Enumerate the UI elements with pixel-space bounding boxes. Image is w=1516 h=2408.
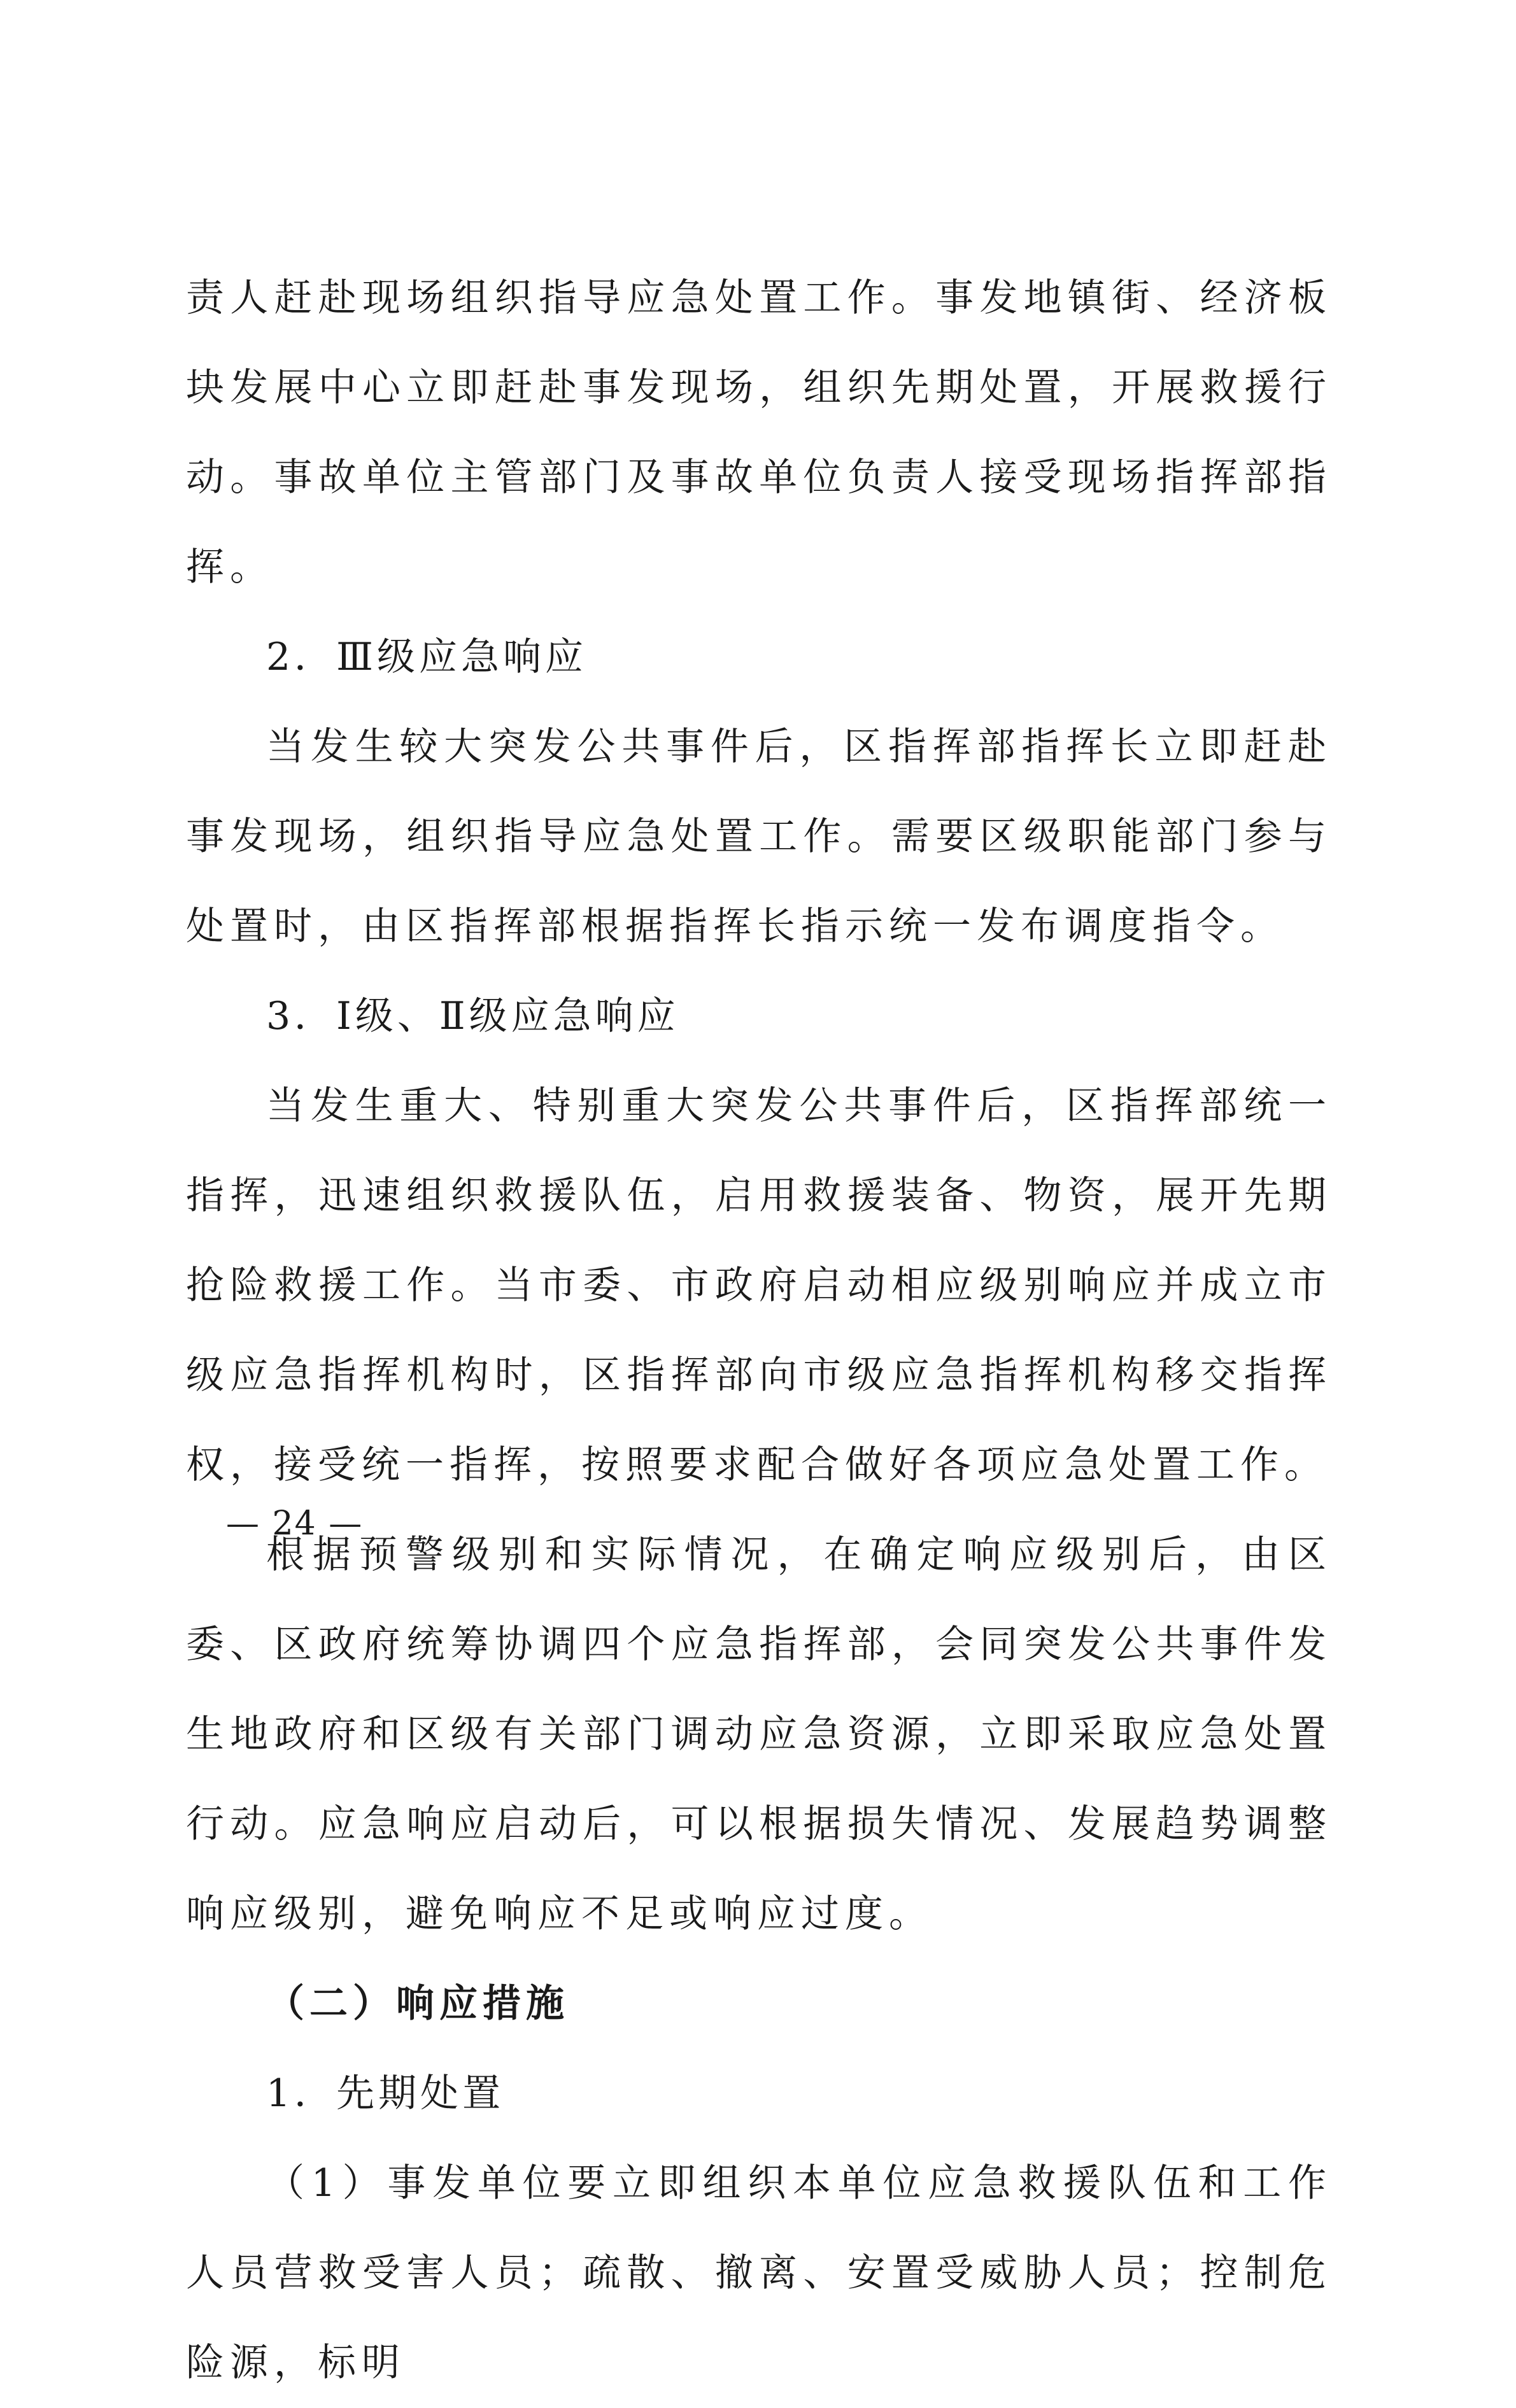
paragraph-initial-disposal-1: （1）事发单位要立即组织本单位应急救援队伍和工作人员营救受害人员；疏散、撤离、安置受威胁人员；控制危险源，标明 xyxy=(186,2161,1332,2385)
section-heading-response-measures: （二）响应措施 xyxy=(266,1981,569,2026)
paragraph-level-1-2-response: 当发生重大、特别重大突发公共事件后，区指挥部统一指挥，迅速组织救援队伍，启用救援装备、物资，展开先期抢险救援工作。当市委、市政府启动相应级别响应并成立市级应急指挥机构时，区指挥部向市级应急指挥机构移交指挥权，接受统一指挥，按照要求配合做好各项应急处置工作。 xyxy=(186,1084,1332,1487)
heading-level-3-response: 2．Ⅲ级应急响应 xyxy=(266,635,588,679)
page-number: — 24 — xyxy=(226,1505,364,1543)
paragraph-response-level-adjustment: 根据预警级别和实际情况，在确定响应级别后，由区委、区政府统筹协调四个应急指挥部，会同突发公共事件发生地政府和区级有关部门调动应急资源，立即采取应急处置行动。应急响应启动后，可以根据损失情况、发展趋势调整响应级别，避免响应不足或响应过度。 xyxy=(186,1533,1332,1936)
paragraph-level-3-response: 当发生较大突发公共事件后，区指挥部指挥长立即赶赴事发现场，组织指导应急处置工作。需要区级职能部门参与处置时，由区指挥部根据指挥长指示统一发布调度指令。 xyxy=(186,725,1332,949)
document-body xyxy=(186,253,1332,2408)
heading-level-1-2-response: 3．Ⅰ级、Ⅱ级应急响应 xyxy=(266,994,679,1038)
heading-initial-disposal: 1．先期处置 xyxy=(266,2071,505,2116)
paragraph-continuation: 责人赶赴现场组织指导应急处置工作。事发地镇街、经济板块发展中心立即赶赴事发现场，组织先期处置，开展救援行动。事故单位主管部门及事故单位负责人接受现场指挥部指挥。 xyxy=(186,276,1332,590)
